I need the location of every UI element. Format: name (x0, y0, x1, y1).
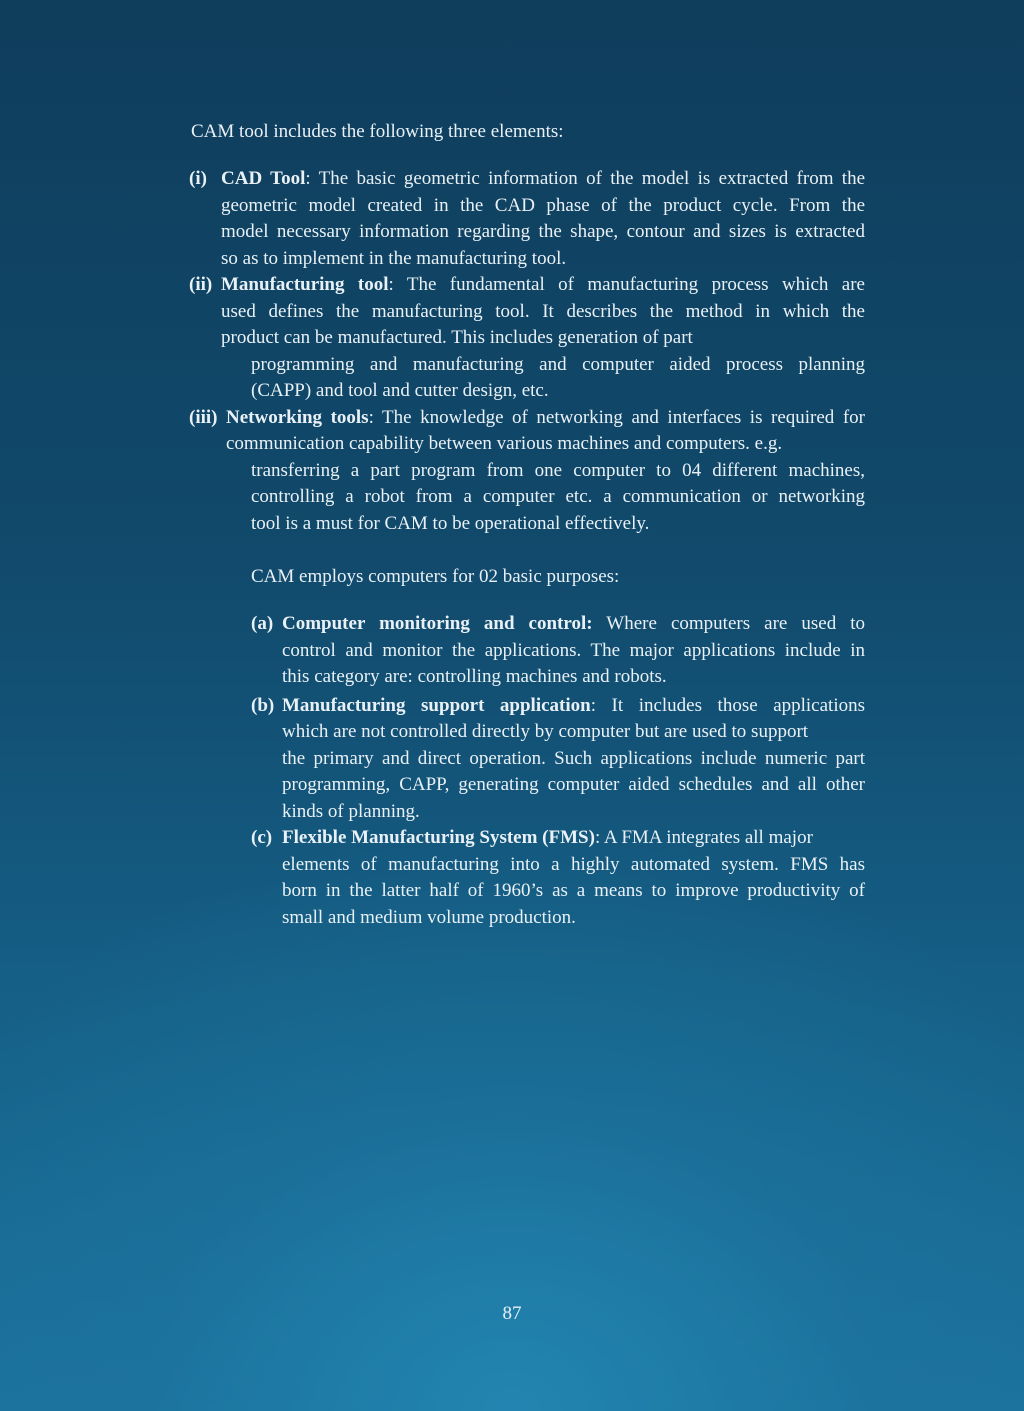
item-line (189, 166, 865, 193)
item-text: : The knowledge of networking and interfaces is required for (368, 406, 865, 428)
list-marker: (iii) (189, 406, 218, 428)
item-line: control and monitor the applications. The major applications include in (282, 639, 865, 661)
item-text: : It includes those applications (590, 694, 865, 716)
list-item (189, 272, 865, 405)
cam-elements-list (189, 166, 865, 537)
list-item (251, 693, 865, 826)
item-line: used defines the manufacturing tool. It describes the method in which the (221, 300, 865, 322)
item-line (251, 693, 865, 720)
item-line: this category are: controlling machines and robots. (282, 666, 667, 687)
item-line (189, 272, 865, 299)
item-line (189, 405, 865, 432)
item-line: communication capability between various machines and computers. e.g. (226, 433, 783, 454)
item-text: : A FMA integrates all major (594, 827, 813, 848)
item-term: Computer monitoring and control: (282, 613, 593, 634)
list-item (251, 825, 865, 931)
item-line: programming, CAPP, generating computer aided schedules and all other (282, 774, 865, 795)
item-line (251, 825, 865, 852)
item-line: small and medium volume production. (282, 906, 576, 928)
item-line: which are not controlled directly by computer but are used to support (282, 721, 809, 742)
page-number: 87 (502, 1303, 522, 1324)
list-item (189, 405, 865, 538)
purposes-intro: CAM employs computers for 02 basic purposes: (251, 566, 620, 587)
list-item (189, 166, 865, 272)
list-marker: (a) (251, 613, 274, 634)
list-marker: (i) (189, 168, 207, 189)
item-line: geometric model created in the CAD phase of the product cycle. From the (221, 194, 865, 216)
list-marker: (b) (251, 694, 275, 716)
list-marker: (ii) (189, 274, 213, 295)
item-line: kinds of planning. (282, 800, 420, 822)
item-text: : The fundamental of manufacturing process which are (388, 274, 865, 295)
item-line: transferring a part program from one computer to 04 different machines, (251, 459, 865, 481)
list-marker: (c) (251, 827, 273, 848)
item-term: Manufacturing tool (221, 274, 389, 295)
item-term: Networking tools (226, 406, 369, 428)
item-line: (CAPP) and tool and cutter design, etc. (251, 380, 549, 401)
item-term: Manufacturing support application (282, 694, 591, 716)
intro-text: CAM tool includes the following three elements: (191, 121, 564, 142)
item-term: CAD Tool (221, 168, 306, 189)
item-text: Where computers are used to (592, 613, 866, 634)
item-line: born in the latter half of 1960’s as a means to improve productivity of (282, 880, 865, 901)
item-line: tool is a must for CAM to be operational effectively. (251, 512, 650, 534)
item-line (251, 611, 865, 638)
item-line: so as to implement in the manufacturing tool. (221, 247, 567, 269)
item-term: Flexible Manufacturing System (FMS) (282, 827, 595, 848)
item-line: controlling a robot from a computer etc. a communication or networking (251, 486, 865, 507)
list-item (251, 611, 865, 691)
item-text: : The basic geometric information of the model is extracted from the (305, 168, 865, 189)
purposes-list (251, 611, 865, 931)
item-line: elements of manufacturing into a highly automated system. FMS has (282, 853, 865, 875)
item-line: model necessary information regarding the shape, contour and sizes is extracted (221, 221, 865, 242)
item-line: the primary and direct operation. Such applications include numeric part (282, 747, 865, 769)
item-line: product can be manufactured. This includes generation of part (221, 327, 693, 348)
item-line: programming and manufacturing and computer aided process planning (251, 353, 865, 375)
